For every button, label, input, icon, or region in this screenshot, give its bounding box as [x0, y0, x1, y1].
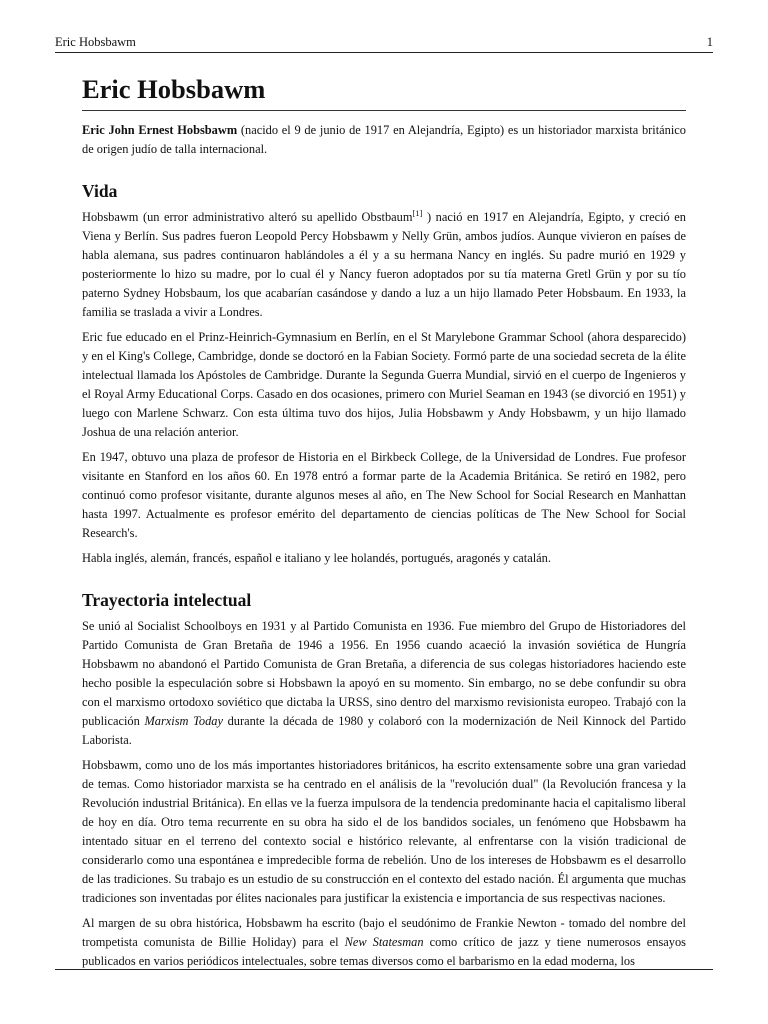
vida-paragraph-3: En 1947, obtuvo una plaza de profesor de Historia en el Birkbeck College, de la Universidad de Londres. Fue profesor visitante en Stanford en los años 60. En 1978 entró a formar parte de la Academia Británica. Se retiró en 1982, pero continuó como profesor visitante, durante algunos meses al año, en The New School for Social Research en Manhattan hasta 1997. Actualmente es profesor emérito del departamento de ciencias políticas de The New School for Social Research's.	[82, 450, 686, 540]
page-number: 1	[706, 35, 713, 49]
intro-text: (nacido el 9 de junio de 1917 en Alejandría, Egipto) es un historiador marxista británico de origen judío de talla internacional.	[82, 123, 686, 156]
tray-p1-text-b: durante la década de 1980 y colaboró con la modernización de Neil Kinnock del Partido Laborista.	[82, 714, 686, 747]
tray-p3-text-a: Al margen de su obra histórica, Hobsbawm ha escrito (bajo el seudónimo de Frankie Newton - tomado del nombre del trompetista comunista de Billie Holiday) para el	[82, 916, 686, 949]
tray-p1-italic: Marxism Today	[144, 714, 223, 728]
vida-paragraph-2: Eric fue educado en el Prinz-Heinrich-Gymnasium en Berlín, en el St Marylebone Grammar School (ahora desparecido) y en el King's College, Cambridge, donde se doctoró en la Fabian Society. Formó parte de una sociedad secreta de la élite intelectual llamada los Apóstoles de Cambridge. Durante la Segunda Guerra Mundial, sirvió en el cuerpo de Ingenieros y el Royal Army Educational Corps. Casado en dos ocasiones, primero con Muriel Seaman en 1943 (se divorció en 1951) y luego con Marlene Schwarz. Con esta última tuvo dos hijos, Julia Hobsbawm y Andy Hobsbawm, y un hijo llamado Joshua de una relación anterior.	[82, 330, 686, 439]
intro-paragraph	[82, 121, 686, 159]
trayectoria-paragraph-1	[82, 617, 686, 750]
section-heading-trayectoria: Trayectoria intelectual	[82, 590, 252, 610]
vida-p1-text-b: ) nació en 1917 en Alejandría, Egipto, y creció en Viena y Berlín. Sus padres fueron Leopold Percy Hobsbawm y Nelly Grün, ambos judíos. Aunque vivieron en países de habla alemana, sus padres continuaron hablándoles a él y a su hermana Nancy en inglés. Su padre murió en 1929 y posteriormente lo hizo su madre, por lo cual él y Nancy fueron adoptados por su tía materna Gretl Grün y por su tío paterno Sydney Hobsbaum, los que acabarían casándose y dando a luz a un hijo llamado Peter Hobsbaum. En 1933, la familia se traslada a vivir a Londres.	[82, 210, 686, 319]
footer-divider	[55, 969, 713, 970]
vida-paragraph-4: Habla inglés, alemán, francés, español e italiano y lee holandés, portugués, aragonés y catalán.	[82, 551, 551, 565]
running-header	[55, 34, 713, 53]
reference-link-1[interactable]: [1]	[412, 208, 423, 218]
vida-p1-text-a: Hobsbawm (un error administrativo alteró su apellido Obstbaum	[82, 210, 413, 224]
vida-paragraph-1	[82, 208, 686, 322]
running-title: Eric Hobsbawm	[55, 35, 136, 49]
section-heading-vida: Vida	[82, 181, 118, 201]
article-body	[82, 73, 686, 977]
intro-bold-name: Eric John Ernest Hobsbawm	[82, 123, 238, 137]
page-title: Eric Hobsbawm	[82, 73, 686, 111]
tray-p3-italic: New Statesman	[344, 935, 424, 949]
trayectoria-paragraph-2: Hobsbawm, como uno de los más importantes historiadores británicos, ha escrito extensamente sobre una gran variedad de temas. Como historiador marxista se ha centrado en el análisis de la "revolución dual" (la Revolución francesa y la Revolución industrial Británica). En ellas ve la fuerza impulsora de la tendencia predominante hacia el capitalismo liberal de hoy en día. Otro tema recurrente en su obra ha sido el de los bandidos sociales, un fenómeno que Hobsbawm ha intentado situar en el terreno del contexto social e histórico relevante, al enfrentarse con la visión tradicional de considerarlo como una espontánea e impredecible forma de rebelión. Uno de los intereses de Hobsbawm es el desarrollo de las tradiciones. Su trabajo es un estudio de su construcción en el contexto del estado nación. Él argumenta que muchas tradiciones son inventadas por élites nacionales para justificar la existencia e importancia de sus respectivas naciones.	[82, 758, 686, 905]
trayectoria-paragraph-3	[82, 914, 686, 971]
tray-p3-text-b: como crítico de jazz y tiene numerosos ensayos publicados en varios periódicos intelectuales, sobre temas diversos como el barbarismo en la edad moderna, los	[82, 935, 686, 968]
tray-p1-text-a: Se unió al Socialist Schoolboys en 1931 y al Partido Comunista en 1936. Fue miembro del Grupo de Historiadores del Partido Comunista de Gran Bretaña de 1946 a 1956. En 1956 cuando acaeció la invasión soviética de Hungría Hobsbawm no abandonó el Partido Comunista de Gran Bretaña, a diferencia de sus colegas historiadores haciendo este hecho posible la especulación sobre si Hobsbawn la apoyó en su momento. Sin embargo, no se debe confundir su obra con el marxismo ortodoxo soviético que dictaba la URSS, sino dentro del marxismo revisionista europeo. Trabajó con la publicación	[82, 619, 686, 728]
